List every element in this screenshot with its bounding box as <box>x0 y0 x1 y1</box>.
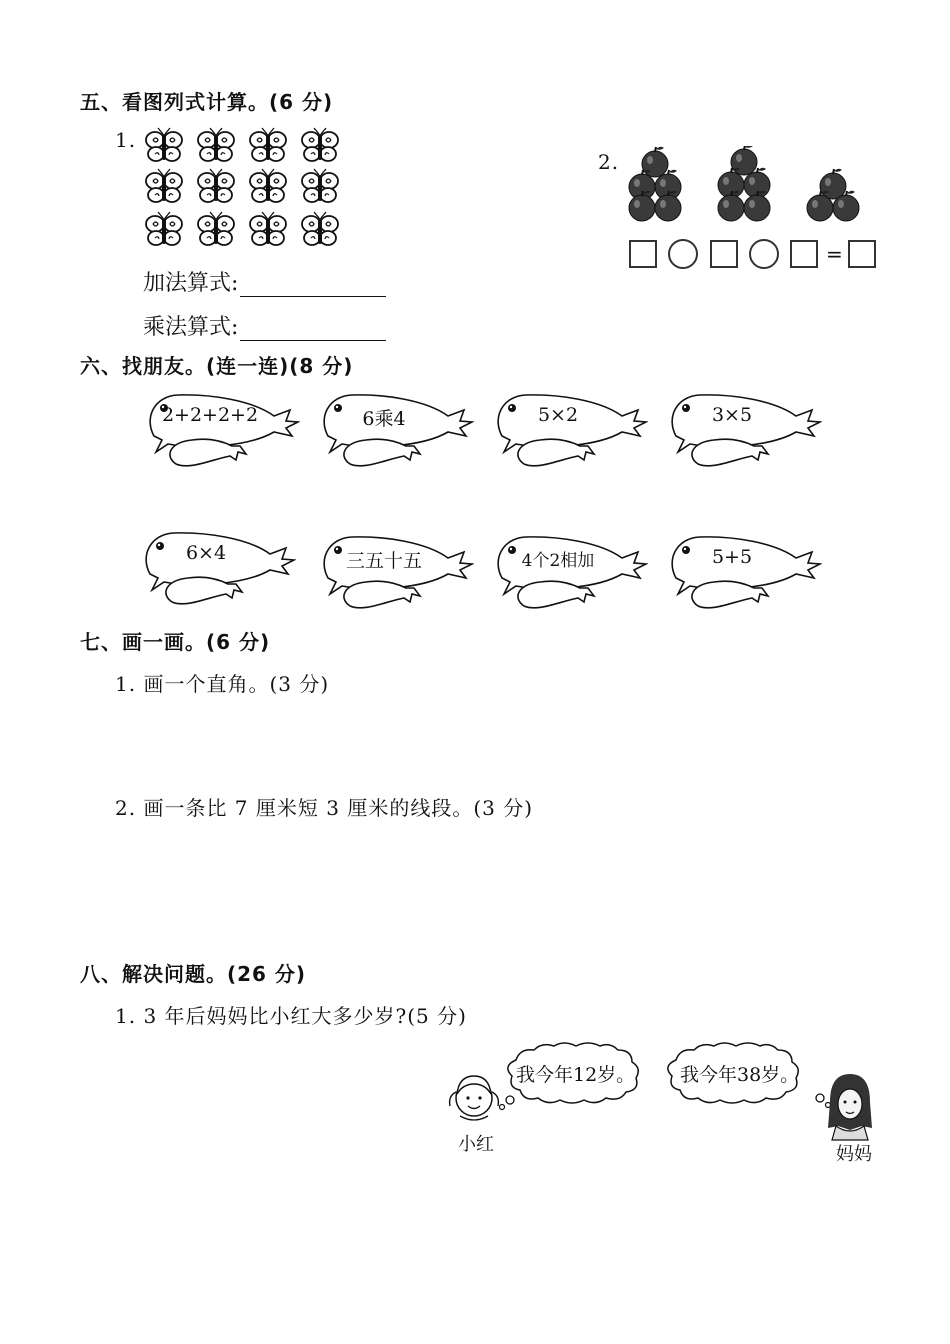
bird-expression: 5×2 <box>537 404 579 426</box>
butterfly-icon <box>250 169 286 202</box>
section5-heading: 五、看图列式计算。(6 分) <box>80 90 334 114</box>
girl-avatar-icon <box>450 1076 499 1120</box>
bird-card[interactable] <box>662 390 822 480</box>
girl-speech-text: 我今年12岁。 <box>516 1064 636 1086</box>
bird-card[interactable] <box>140 390 300 480</box>
apple-group-1 <box>629 147 681 221</box>
bird-expression: 2+2+2+2 <box>161 404 259 426</box>
bird-card[interactable] <box>136 528 296 618</box>
equals-sign: = <box>826 242 843 266</box>
bird-card[interactable] <box>488 390 648 480</box>
addition-answer-blank[interactable] <box>240 274 386 297</box>
answer-box-1[interactable] <box>629 240 657 268</box>
addition-label: 加法算式: <box>143 271 239 296</box>
butterfly-icon <box>302 128 338 161</box>
q2-number: 2. <box>598 150 620 174</box>
bird-card[interactable] <box>488 532 648 622</box>
butterfly-grid <box>142 126 352 251</box>
bird-expression: 3×5 <box>711 404 753 426</box>
apple-group-2 <box>718 146 770 221</box>
bird-expression: 三五十五 <box>345 550 422 572</box>
dialogue-illustration <box>444 1040 884 1170</box>
bird-card[interactable] <box>314 532 474 622</box>
apple-groups <box>622 146 872 226</box>
multiplication-label: 乘法算式: <box>143 315 239 340</box>
butterfly-icon <box>250 212 286 245</box>
butterfly-icon <box>146 212 182 245</box>
section7-q2: 2. 画一条比 7 厘米短 3 厘米的线段。(3 分) <box>115 796 534 820</box>
q1-number: 1. <box>115 128 137 152</box>
butterfly-icon <box>198 212 234 245</box>
bird-expression: 5+5 <box>711 546 753 568</box>
bird-expression: 6×4 <box>185 542 227 564</box>
butterfly-icon <box>198 128 234 161</box>
butterfly-icon <box>302 212 338 245</box>
mom-avatar-icon <box>828 1074 872 1140</box>
section7-q1: 1. 画一个直角。(3 分) <box>115 672 330 696</box>
operator-circle-1[interactable] <box>668 239 698 269</box>
mom-name: 妈妈 <box>836 1144 872 1165</box>
operator-circle-2[interactable] <box>749 239 779 269</box>
section8-heading: 八、解决问题。(26 分) <box>80 962 307 986</box>
section8-q1: 1. 3 年后妈妈比小红大多少岁?(5 分) <box>115 1004 467 1028</box>
answer-box-3[interactable] <box>790 240 818 268</box>
butterfly-icon <box>146 128 182 161</box>
bird-expression: 6乘4 <box>362 408 406 430</box>
butterfly-icon <box>250 128 286 161</box>
multiplication-answer-blank[interactable] <box>240 318 386 341</box>
answer-box-result[interactable] <box>848 240 876 268</box>
mom-speech-text: 我今年38岁。 <box>680 1064 800 1086</box>
apple-group-3 <box>807 169 859 221</box>
bird-card[interactable] <box>314 390 474 480</box>
bird-card[interactable] <box>662 532 822 622</box>
answer-box-2[interactable] <box>710 240 738 268</box>
butterfly-icon <box>198 169 234 202</box>
butterfly-icon <box>146 169 182 202</box>
section7-heading: 七、画一画。(6 分) <box>80 630 271 654</box>
section6-heading: 六、找朋友。(连一连)(8 分) <box>80 354 354 378</box>
addition-row <box>143 266 386 297</box>
girl-name: 小红 <box>458 1134 494 1155</box>
bird-expression: 4个2相加 <box>521 551 595 571</box>
multiplication-row <box>143 310 386 341</box>
butterfly-icon <box>302 169 338 202</box>
